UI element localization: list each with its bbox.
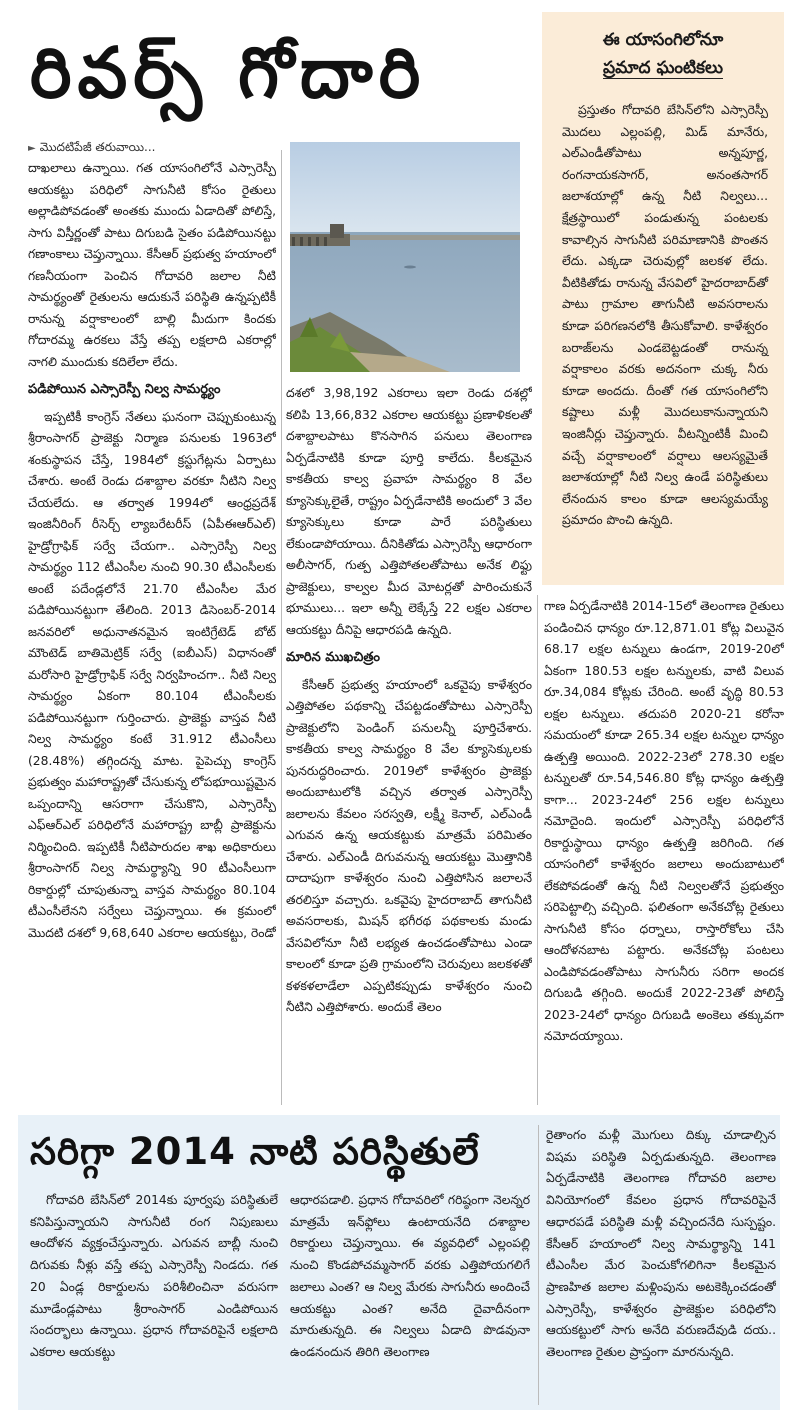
column-1-paragraph-1: దాఖలాలు ఉన్నాయి. గత యాసంగిలోనే ఎస్సారెస్పీ ఆయకట్టు పరిధిలో సాగునీటి కోసం రైతులు అల్లాడిపోవడంతో అంతకు ముందు ఏడాదితో పోలిస్తే, సాగు విస్తీర్ణంతో పాటు దిగుబడి సైతం పడిపోయినట్టు గణాంకాలు చెప్తున్నాయి. కేసీఆర్‌ ప్రభుత్వ హయాంలో గణనీయంగా పెంచిన గోదావరి జలాల నీటి సామర్థ్యంతో రైతులను ఆదుకునే పరిస్థితి ఉన్నప్పటికీ రానున్న వర్షాకాలంలో బాల్లి మీదుగా కిందకు గోదారమ్మ ఉరకలు వేస్తే తప్ప లక్షలాది ఎకరాల్లో నాగలి ముందుకు కదిలేలా లేదు. bbox=[28, 161, 276, 369]
bottom-column-3 bbox=[546, 1125, 776, 1405]
bottom-column-divider bbox=[538, 1125, 539, 1405]
article-column-2 bbox=[286, 383, 532, 1113]
column-1-paragraph-2: ఇప్పటికీ కాంగ్రెస్‌ నేతలు ఘనంగా చెప్పుకుంటున్న శ్రీరాంసాగర్‌ ప్రాజెక్టు నిర్మాణ పనులకు 1963లో శంకుస్థాపన చేస్తే, 1984లో క్రస్టుగేట్లను ఏర్పాటు చేశారు. అంటే రెండు దశాబ్దాల వరకూ నీటిని నిల్వ చేయలేదు. ఆ తర్వాత 1994లో ఆంధ్రప్రదేశ్‌ ఇంజినీరింగ్‌ రీసెర్చ్‌ ల్యాబరేటరీస్‌ (ఏపీఈఆర్‌ఎల్‌) హైడ్రోగ్రాఫిక్‌ సర్వే చేయగా.. ఎస్సారెస్పీ నిల్వ సామర్థ్యం 112 టీఎంసీల నుంచి 90.30 టీఎంసీలకు అంటే పదేండ్లలోనే 21.70 టీఎంసీల మేర పడిపోయినట్టుగా తేలింది. 2013 డిసెంబర్‌-2014 జనవరిలో అధునాతనమైన ఇంటిగ్రేటెడ్‌ బోట్‌ మౌంటెడ్‌ బాతిమెట్రిక్‌ సర్వే (ఐబీఎస్‌) విధానంతో మరోసారి హైడ్రోగ్రాఫిక్‌ సర్వే నిర్వహించగా.. నీటి నిల్వ సామర్థ్యం ఏకంగా 80.104 టీఎంసీలకు పడిపోయినట్టుగా గుర్తించారు. ప్రాజెక్టు వాస్తవ నీటి నిల్వ సామర్థ్యం కంటే 31.912 టీఎంసీలు (28.48%) తగ్గిందన్న మాట. పైపెచ్చు కాంగ్రెస్‌ ప్రభుత్వం మహారాష్ట్రతో చేసుకున్న లోపభూయిష్టమైన ఒప్పందాన్ని ఆసరాగా చేసుకొని, ఎస్సారెస్పీ ఎఫ్‌ఆర్‌ఎల్‌ పరిధిలోనే మహారాష్ట్ర బాబ్లీ ప్రాజెక్టును నిర్మించింది. ఇప్పటికీ నీటిపారుదల శాఖ అధికారులు శ్రీరాంసాగర్‌ నిల్వ సామర్థ్యాన్ని 90 టీఎంసీలుగా రికార్డుల్లో చూపుతున్నా వాస్తవ సామర్థ్యం 80.104 టీఎంసీలేనని సర్వేలు చెప్తున్నాయి. ఈ క్రమంలో మొదటి దశలో 9,68,640 ఎకరాల ఆయకట్టు, రెండో bbox=[28, 409, 276, 940]
column-2-paragraph-1: దశలో 3,98,192 ఎకరాలు ఇలా రెండు దశల్లో కలిపి 13,66,832 ఎకరాల ఆయకట్టు ప్రణాళికలతో దశాబ్దాలపాటు కొనసాగిన పనులు తెలంగాణ ఏర్పడేనాటికి కూడా పూర్తి కాలేదు. కీలకమైన కాకతీయ కాల్వ ప్రవాహ సామర్థ్యం 8 వేల క్యూసెక్కులైతే, రాష్ట్రం ఏర్పడేనాటికి అందులో 3 వేల క్యూసెక్కులు కూడా పారే పరిస్థితులు లేకుండాపోయాయి. దీనికితోడు ఎస్సారెస్పీ ఆధారంగా అలీసాగర్‌, గుత్ప ఎత్తిపోతలతోపాటు అనేక లిఫ్టు ప్రాజెక్టులు, కాల్వల మీద మోటర్లతో పారించుకునే భూములు... ఇలా అన్నీ లెక్కేస్తే 22 లక్షల ఎకరాల ఆయకట్టు దీనిపై ఆధారపడి ఉన్నది. bbox=[286, 386, 532, 637]
sidebar-body bbox=[562, 100, 768, 532]
subheading-changed-picture: మారిన ముఖచిత్రం bbox=[286, 650, 381, 665]
chevron-right-icon: ► bbox=[28, 143, 36, 154]
main-headline: రివర్స్ గోదారి bbox=[30, 32, 427, 114]
dam-image bbox=[290, 142, 520, 372]
article-column-1 bbox=[28, 158, 276, 1113]
bottom-column-3-paragraph: రైతాంగం మళ్లీ మొగులు దిక్కు చూడాల్సిన విషమ పరిస్థితి ఏర్పడుతున్నది. తెలంగాణ ఏర్పడేనాటికి తెలంగాణ గోదావరి జలాల వినియోగంలో కేవలం ప్రధాన గోదావరిపైనే ఆధారపడే పరిస్థితి మళ్లీ వచ్చిందనేది సుస్పష్టం. కేసీఆర్‌ హయాంలో నిల్వ సామర్థ్యాన్ని 141 టీఎంసీల మేర పెంచుకోగలిగినా కీలకమైన ప్రాణహిత జలాల మళ్లింపును అటకెక్కించడంతో ఎస్సారెస్పీ, కాళేశ్వరం ప్రాజెక్టుల పరిధిలోని ఆయకట్టులో సాగు అనేది వరుణదేవుడి దయ.. తెలంగాణ రైతుల ప్రాప్తంగా మారనున్నది. bbox=[546, 1128, 776, 1360]
column-3-paragraph-1: గాణ ఏర్పడేనాటికి 2014-15లో తెలంగాణ రైతులు పండించిన ధాన్యం రూ.12,871.01 కోట్ల విలువైన 68.17 లక్షల టన్నులు ఉండగా, 2019-20లో ఏకంగా 180.53 లక్షల టన్నులకు, వాటి విలువ రూ.34,084 కోట్లకు చేరింది. అంటే వృద్ధి 80.53 లక్షల టన్నులు. తదుపరి 2020-21 కరోనా సమయంలో కూడా 265.34 లక్షల టన్నుల ధాన్యం ఉత్పత్తి అయింది. 2022-23లో 278.30 లక్షల టన్నులతో రూ.54,546.80 కోట్ల ధాన్యం ఉత్పత్తి కాగా... 2023-24లో 256 లక్షల టన్నులు నమోదైంది. ఇందులో ఎస్సారెస్పీ పరిధిలోనే రికార్డుస్థాయి ధాన్యం ఉత్పత్తి జరిగింది. గత యాసంగిలో కాళేశ్వరం జలాలు అందుబాటులో లేకపోవడంతో ఉన్న నీటి నిల్వలతోనే ప్రభుత్వం సరిపెట్టాల్సి వచ్చింది. ఫలితంగా అనేకచోట్ల రైతులు సాగునీటి కోసం ధర్నాలు, రాస్తారోకోలు చేసి ఆందోళనబాట పట్టారు. అనేకచోట్ల పంటలు ఎండిపోవడంతోపాటు సాగునీరు సరిగా అందక దిగుబడి తగ్గింది. అందుకే 2022-23తో పోలిస్తే 2023-24లో ధాన్యం దిగుబడి అంకెలు తక్కువగా నమోదయ్యాయి. bbox=[544, 599, 784, 1043]
bottom-column-1 bbox=[30, 1190, 278, 1405]
sidebar-title bbox=[542, 26, 784, 82]
sidebar-paragraph: ప్రస్తుతం గోదావరి బేసిన్‌లోని ఎస్సారెస్పీ మొదలు ఎల్లంపల్లి, మిడ్‌ మానేరు, ఎల్‌ఎండీతోపాటు అన్నపూర్ణ, రంగనాయకసాగర్‌, అనంతసాగర్‌ జలాశయాల్లో ఉన్న నీటి నిల్వలు... క్షేత్రస్థాయిలో పండుతున్న పంటలకు కావాల్సిన సాగునీటి పరిమాణానికి పొంతన లేదు. ఎక్కడా చెరువుల్లో జలకళ లేదు. వీటికితోడు రానున్న వేసవిలో హైదరాబాద్‌తో పాటు గ్రామాల తాగునీటి అవసరాలను కూడా పరిగణనలోకి తీసుకోవాలి. కాళేశ్వరం బరాజ్‌లను ఎండబెట్టడంతో రానున్న వర్షాకాలం వరకు అదనంగా చుక్క నీరు కూడా అందదు. దీంతో గత యాసంగిలోని కష్టాలు మళ్లీ మొదలుకానున్నాయని ఇంజినీర్లు చెప్తున్నారు. వీటన్నింటికీ మించి వచ్చే వర్షాకాలంలో వర్షాలు ఆలస్యమైతే జలాశయాల్లో నీటి నిల్వ ఉండే పరిస్థితులు లేనందున కాలం కూడా ఆలస్యమయ్యే ప్రమాదం పొంచి ఉన్నది. bbox=[562, 103, 768, 528]
continued-label: మొదటిపేజీ తరువాయి... bbox=[39, 140, 156, 154]
bottom-headline: సరిగ్గా 2014 నాటి పరిస్థితులే bbox=[30, 1130, 480, 1173]
subheading-storage-capacity: పడిపోయిన ఎస్సారెస్పీ నిల్వ సామర్థ్యం bbox=[28, 382, 221, 397]
article-column-3 bbox=[544, 596, 784, 1111]
bottom-column-2-paragraph: ఆధారపడాలి. ప్రధాన గోదావరిలో గరిష్ఠంగా నెలన్నర మాత్రమే ఇన్‌ఫ్లోలు ఉంటాయనేది దశాబ్దాల రికార్డులు చెప్తున్నాయి. ఈ వ్యవధిలో ఎల్లంపల్లి నుంచి కొండపోచమ్మసాగర్‌ వరకు ఎత్తిపోయగలిగే జలాలు ఎంత? ఆ నిల్వ మేరకు సాగునీరు అందించే ఆయకట్టు ఎంత? అనేది దైవాదీనంగా మారుతున్నది. ఈ నిల్వలు ఏడాది పొడవునా ఉండనందున తిరిగి తెలంగాణ bbox=[290, 1193, 530, 1359]
column-divider-1 bbox=[281, 150, 282, 1105]
sidebar-title-line-2: ప్రమాద ఘంటికలు bbox=[603, 58, 723, 78]
column-2-paragraph-2: కేసీఆర్‌ ప్రభుత్వ హయాంలో ఒకవైపు కాళేశ్వరం ఎత్తిపోతల పథకాన్ని చేపట్టడంతోపాటు ఎస్సారెస్పీ ప్రాజెక్టులోని పెండింగ్‌ పనులన్నీ పూర్తిచేశారు. కాకతీయ కాల్వ సామర్థ్యం 8 వేల క్యూసెక్కులకు పునరుద్ధరించారు. 2019లో కాళేశ్వరం ప్రాజెక్టు అందుబాటులోకి వచ్చిన తర్వాత ఎస్సారెస్పీ జలాలను కేవలం సరస్వతి, లక్ష్మీ కెనాల్‌, ఎల్‌ఎండీ ఎగువన ఉన్న ఆయకట్టుకు మాత్రమే పరిమితం చేశారు. ఎల్‌ఎండీ దిగువనున్న ఆయకట్టు మొత్తానికి దాదాపుగా కాళేశ్వరం నుంచి ఎత్తిపోసిన జలాలనే తరలిస్తూ వచ్చారు. ఒకవైపు హైదరాబాద్‌ తాగునీటి అవసరాలకు, మిషన్‌ భగీరథ పథకాలకు మండు వేసవిలోనూ నీటి లభ్యత ఉంచడంతోపాటు ఎండా కాలంలో కూడా ప్రతి గ్రామంలోని చెరువులు జలకళతో కళకళలాడేలా ఎప్పటికప్పుడు కాళేశ్వరం నుంచి నీటిని ఎత్తిపోశారు. అందుకే తెలం bbox=[286, 677, 532, 1014]
continued-marker bbox=[28, 140, 155, 157]
reservoir-photo bbox=[290, 142, 520, 372]
bottom-column-1-paragraph: గోదావరి బేసిన్‌లో 2014కు పూర్వపు పరిస్థితులే కనిపిస్తున్నాయని సాగునీటి రంగ నిపుణులు ఆందోళన వ్యక్తంచేస్తున్నారు. ఎగువన బాబ్లీ నుంచి దిగువకు నీళ్లు వస్తే తప్ప ఎస్సారెస్పీ నిండదు. గత 20 ఏండ్ల రికార్డులను పరిశీలించినా వరుసగా మూడేండ్లపాటు శ్రీరాంసాగర్‌ ఎండిపోయిన సందర్భాలు ఉన్నాయి. ప్రధాన గోదావరిపైనే లక్షలాది ఎకరాల ఆయకట్టు bbox=[30, 1193, 278, 1359]
column-divider-2 bbox=[537, 595, 538, 1105]
sidebar-title-line-1: ఈ యాసంగిలోనూ bbox=[602, 30, 724, 50]
bottom-column-2 bbox=[290, 1190, 530, 1405]
sidebar-box bbox=[542, 12, 784, 585]
